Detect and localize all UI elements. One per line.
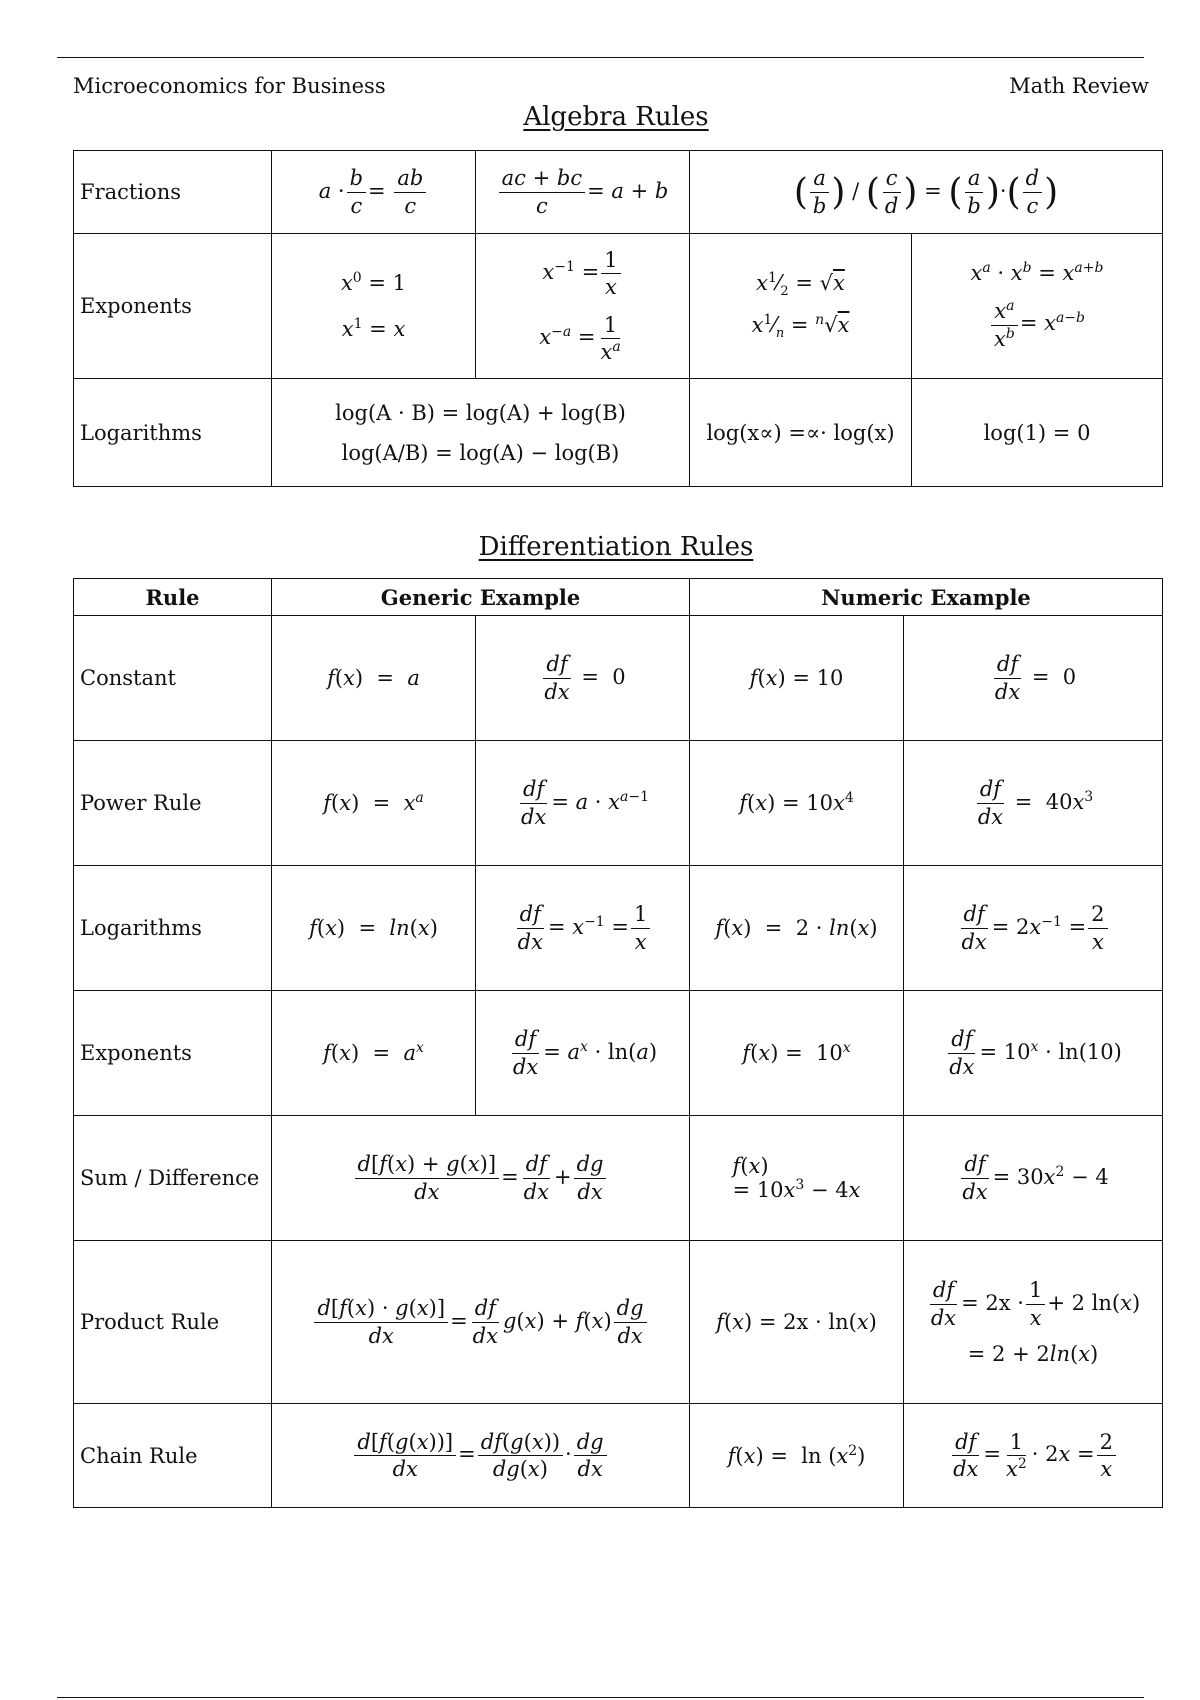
row-label: Constant bbox=[74, 616, 272, 741]
table-header-row bbox=[74, 579, 1163, 616]
numeric-derivative: $\frac{df}{dx}$ = $10^x \cdot \ln(10)$ bbox=[904, 991, 1163, 1116]
differentiation-rules-title: Differentiation Rules bbox=[478, 532, 754, 562]
fraction-add-rule: $\frac{ac + bc}{c}$ = a + b bbox=[476, 151, 690, 234]
exponent-zero-one-rules: $x^0 = 1$ $x^1 = x$ bbox=[272, 234, 476, 379]
generic-derivative: $\frac{d[f(x) \cdot g(x)]}{dx}$ = $\frac{df}{dx}$ g(x) + f(x) $\frac{dg}{dx}$ bbox=[272, 1241, 690, 1404]
table-row bbox=[74, 379, 1163, 487]
course-title: Microeconomics for Business bbox=[73, 74, 386, 98]
numeric-function: f(x) = 10 bbox=[690, 616, 904, 741]
row-label: Fractions bbox=[74, 151, 272, 234]
numeric-function: $f(x) = 10x^4$ bbox=[690, 741, 904, 866]
row-label: Sum / Difference bbox=[74, 1116, 272, 1241]
table-row bbox=[74, 866, 1163, 991]
table-row bbox=[74, 616, 1163, 741]
numeric-function: f(x) = 2x · ln(x) bbox=[690, 1241, 904, 1404]
generic-derivative: $\frac{d[f(x) + g(x)]}{dx}$ = $\frac{df}{dx}$ + $\frac{dg}{dx}$ bbox=[272, 1116, 690, 1241]
log-power-rule: log(x∝) =∝· log(x) bbox=[690, 379, 912, 487]
numeric-derivative: $\frac{df}{dx}$ = 2x · $\frac{1}{x}$ + 2 ln(x) = 2 + 2ln(x) bbox=[904, 1241, 1163, 1404]
row-label: Logarithms bbox=[74, 866, 272, 991]
column-header-numeric: Numeric Example bbox=[690, 579, 1163, 616]
table-row bbox=[74, 1404, 1163, 1508]
algebra-rules-title: Algebra Rules bbox=[523, 102, 709, 132]
top-rule bbox=[57, 57, 1144, 58]
numeric-derivative: $\frac{df}{dx}$ = $30x^2 - 4$ bbox=[904, 1116, 1163, 1241]
numeric-function: f(x) = 10$^x$ bbox=[690, 991, 904, 1116]
row-label: Product Rule bbox=[74, 1241, 272, 1404]
log-product-quotient-rules bbox=[272, 379, 690, 487]
table-row bbox=[74, 234, 1163, 379]
generic-function: $f(x) = a^x$ bbox=[272, 991, 476, 1116]
bottom-rule bbox=[57, 1697, 1144, 1698]
numeric-function: $f(x) = \ln (x^2)$ bbox=[690, 1404, 904, 1508]
table-row bbox=[74, 151, 1163, 234]
fraction-divide-rule: ( $\frac{a}{b}$ ) / ( $\frac{c}{d}$ ) = ( $\frac{a}{b}$ )·( $\frac{d}{c}$ ) bbox=[690, 151, 1163, 234]
row-label: Chain Rule bbox=[74, 1404, 272, 1508]
generic-derivative: $\frac{df}{dx}$ = $a^x \cdot \ln(a)$ bbox=[476, 991, 690, 1116]
generic-function: $f(x) = x^a$ bbox=[272, 741, 476, 866]
algebra-rules-table bbox=[73, 150, 1163, 487]
product-quotient-exponent-rules: $x^a \cdot x^b = x^{a+b}$ $\frac{x^a}{x^b}$ = $x^{a-b}$ bbox=[912, 234, 1163, 379]
numeric-derivative: $\frac{df}{dx}$ = 0 bbox=[904, 616, 1163, 741]
numeric-derivative: $\frac{df}{dx}$ = $40x^3$ bbox=[904, 741, 1163, 866]
root-exponent-rules: $x^1⁄_2 = √x$ $x^1⁄_n = ^n√x$ bbox=[690, 234, 912, 379]
generic-derivative: $\frac{df}{dx}$ = $a \cdot x^{a-1}$ bbox=[476, 741, 690, 866]
generic-function: f(x) = a bbox=[272, 616, 476, 741]
row-label: Exponents bbox=[74, 234, 272, 379]
table-row bbox=[74, 741, 1163, 866]
column-header-generic: Generic Example bbox=[272, 579, 690, 616]
generic-derivative: $\frac{df}{dx}$ = $x^{-1}$ = $\frac{1}{x}$ bbox=[476, 866, 690, 991]
document-title: Math Review bbox=[1009, 74, 1149, 98]
table-row bbox=[74, 1116, 1163, 1241]
row-label: Logarithms bbox=[74, 379, 272, 487]
generic-derivative: $\frac{d[f(g(x))]}{dx}$ = $\frac{df(g(x))}{dg(x)}$ · $\frac{dg}{dx}$ bbox=[272, 1404, 690, 1508]
numeric-derivative: $\frac{df}{dx}$ = $2x^{-1}$ = $\frac{2}{x}$ bbox=[904, 866, 1163, 991]
table-row bbox=[74, 1241, 1163, 1404]
numeric-function: f(x) = $10x^3 - 4x$ bbox=[690, 1116, 904, 1241]
log-quotient-rule: log(A/B) = log(A) − log(B) bbox=[341, 440, 620, 465]
table-row bbox=[74, 991, 1163, 1116]
fraction-multiply-rule: a · $\frac{b}{c}$ = $\frac{ab}{c}$ bbox=[272, 151, 476, 234]
log-product-rule: log(A · B) = log(A) + log(B) bbox=[335, 400, 626, 425]
numeric-function: f(x) = 2 · ln(x) bbox=[690, 866, 904, 991]
log-one-rule: log(1) = 0 bbox=[912, 379, 1163, 487]
column-header-rule: Rule bbox=[74, 579, 272, 616]
negative-exponent-rules: $x^{-1}$ = $\frac{1}{x}$ $x^{-a}$ = $\frac{1}{x^a}$ bbox=[476, 234, 690, 379]
generic-derivative: $\frac{df}{dx}$ = 0 bbox=[476, 616, 690, 741]
numeric-derivative: $\frac{df}{dx}$ = $\frac{1}{x^2}$ · 2x = $\frac{2}{x}$ bbox=[904, 1404, 1163, 1508]
row-label: Power Rule bbox=[74, 741, 272, 866]
generic-function: f(x) = ln(x) bbox=[272, 866, 476, 991]
row-label: Exponents bbox=[74, 991, 272, 1116]
differentiation-rules-table bbox=[73, 578, 1163, 1508]
